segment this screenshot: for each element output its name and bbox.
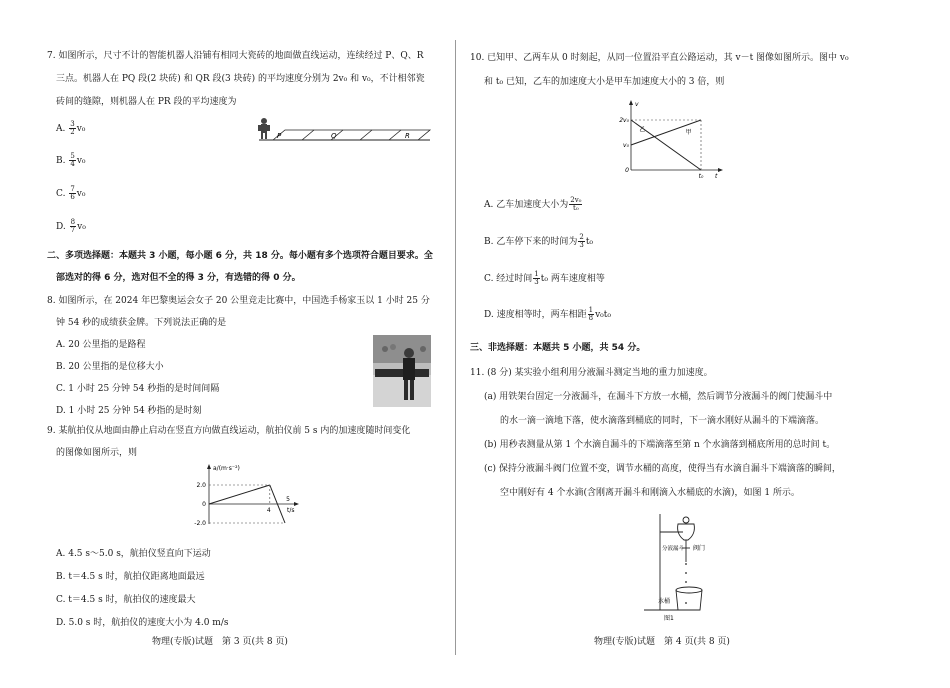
y-tick-label: 2v₀ xyxy=(619,117,629,124)
graph-segment xyxy=(209,485,270,504)
frac-den: 8 xyxy=(588,314,594,322)
frac-den: 3 xyxy=(534,278,539,286)
q7-line-1: 7. 如图所示，尺寸不计的智能机器人沿铺有相同大瓷砖的地面做直线运动，连续经过 P、Q、R xyxy=(47,51,424,61)
y-axis-label: a/(m·s⁻²) xyxy=(213,465,240,472)
series-label-yi: 乙 xyxy=(639,126,646,134)
q11-line-1: 11. (8 分) 某实验小组利用分液漏斗测定当地的重力加速度。 xyxy=(470,368,713,378)
option-tail: v₀ xyxy=(76,156,86,166)
funnel-label: 分液漏斗 xyxy=(662,546,685,552)
frac-num: 7 xyxy=(70,185,75,193)
option-label: D. xyxy=(56,222,66,232)
frac-den: 4 xyxy=(70,160,75,168)
q9-option-a[interactable]: A. 4.5 s～5.0 s，航拍仪竖直向下运动 xyxy=(56,549,211,559)
x-axis-arrow xyxy=(294,502,299,506)
option-text: C. 经过时间 xyxy=(484,274,533,284)
frac-den: 7 xyxy=(70,226,76,234)
option-text: A. 乙车加速度大小为 xyxy=(484,200,569,210)
q11-step-a-2: 的水一滴一滴地下落，使水滴落到桶底的同时，下一滴水刚好从漏斗的下端滴落。 xyxy=(500,416,825,426)
x-tick-label: 4 xyxy=(266,507,271,514)
frac-den: 6 xyxy=(70,193,75,201)
q8-line-2: 钟 54 秒的成绩获金牌。下列说法正确的是 xyxy=(56,318,227,328)
q9-line-2: 的图像如图所示，则 xyxy=(56,448,138,458)
option-label: C. xyxy=(56,189,66,199)
q7-option-a[interactable] xyxy=(56,121,85,136)
y-tick-label: 2.0 xyxy=(196,482,206,489)
x-tick-label: t₀ xyxy=(698,173,704,180)
velocity-time-graph xyxy=(617,98,727,178)
q8-option-a[interactable]: A. 20 公里指的是路程 xyxy=(56,340,146,350)
y-tick-label: 0 xyxy=(625,167,629,174)
column-divider xyxy=(455,40,456,655)
bucket-rim xyxy=(676,587,702,593)
label-Q: Q xyxy=(331,132,337,140)
frac-num: 2v₀ xyxy=(570,196,582,204)
q11-step-b: (b) 用秒表测量从第 1 个水滴自漏斗的下端滴落至第 n 个水滴落到桶底所用的总时间 t。 xyxy=(484,440,836,450)
q10-option-a[interactable] xyxy=(484,197,583,212)
option-tail: v₀t₀ xyxy=(595,310,612,320)
section-2-line-2: 部选对的得 6 分，选对但不全的得 3 分，有选错的得 0 分。 xyxy=(56,273,301,283)
y-tick-label: 0 xyxy=(202,501,206,508)
y-axis-label: v xyxy=(635,101,639,108)
option-text: D. 速度相等时，两车相距 xyxy=(484,310,587,320)
valve-label: 阀门 xyxy=(693,545,706,552)
option-label: A. xyxy=(56,124,66,134)
section-2-line-1: 二、多项选择题：本题共 3 小题，每小题 6 分，共 18 分。每小题有多个选项符合题目要求。全 xyxy=(47,251,433,261)
section-3-heading: 三、非选择题：本题共 5 小题，共 54 分。 xyxy=(470,343,646,353)
q11-step-a-1: (a) 用铁架台固定一分液漏斗，在漏斗下方放一水桶，然后调节分液漏斗的阀门使漏斗中 xyxy=(484,392,833,402)
q7-option-c[interactable] xyxy=(56,186,85,201)
q8-option-d[interactable]: D. 1 小时 25 分钟 54 秒指的是时刻 xyxy=(56,406,202,416)
x-axis-label: t/s xyxy=(287,507,295,514)
q11-step-c-1: (c) 保持分液漏斗阀门位置不变，调节水桶的高度，使得当有水滴自漏斗下端滴落的瞬间， xyxy=(484,464,841,474)
q7-option-b[interactable] xyxy=(56,153,86,168)
frac-num: 1 xyxy=(534,270,539,278)
option-tail: v₀ xyxy=(76,189,86,199)
series-label-jia: 甲 xyxy=(685,128,692,136)
water-drops xyxy=(685,563,687,604)
frac-num: 2 xyxy=(579,233,584,241)
q9-option-d[interactable]: D. 5.0 s 时，航拍仪的速度大小为 4.0 m/s xyxy=(56,618,229,628)
figure-caption: 图1 xyxy=(664,615,674,622)
y-axis-arrow xyxy=(207,464,211,469)
option-tail: v₀ xyxy=(76,124,86,134)
robot-icon xyxy=(258,118,270,139)
bucket-label: 水桶 xyxy=(658,598,671,605)
race-walker-photo xyxy=(373,335,431,407)
x-axis-label: t xyxy=(715,173,718,180)
q11-step-c-2: 空中刚好有 4 个水滴(含刚离开漏斗和刚滴入水桶底的水滴)，如图 1 所示。 xyxy=(500,488,800,498)
frac-den: 3 xyxy=(579,241,584,249)
q10-line-2: 和 t₀ 已知，乙车的加速度大小是甲车加速度大小的 3 倍，则 xyxy=(484,77,725,87)
frac-num: 8 xyxy=(70,218,76,226)
option-text: B. 乙车停下来的时间为 xyxy=(484,237,578,247)
frac-num: 1 xyxy=(588,306,594,314)
footer-right: 物理(专版)试题 第 4 页(共 8 页) xyxy=(594,637,730,647)
option-tail: t₀ xyxy=(585,237,594,247)
q8-line-1: 8. 如图所示，在 2024 年巴黎奥运会女子 20 公里竞走比赛中，中国选手杨家玉以 1 小时 25 分 xyxy=(47,296,430,306)
q10-option-d[interactable] xyxy=(484,307,611,322)
frac-num: 5 xyxy=(70,152,75,160)
q9-option-c[interactable]: C. t＝4.5 s 时，航拍仪的速度最大 xyxy=(56,595,196,605)
q7-tile-figure xyxy=(255,115,435,147)
option-label: B. xyxy=(56,156,66,166)
q10-option-c[interactable] xyxy=(484,271,605,286)
y-axis-arrow xyxy=(629,100,633,105)
funnel-stopper xyxy=(683,517,689,523)
footer-left: 物理(专版)试题 第 3 页(共 8 页) xyxy=(152,637,288,647)
option-tail: v₀ xyxy=(77,222,86,232)
q10-option-b[interactable] xyxy=(484,234,593,249)
label-P: P xyxy=(277,132,282,140)
frac-den: t₀ xyxy=(573,204,579,212)
y-tick-label: v₀ xyxy=(623,142,629,149)
q7-line-2: 三点。机器人在 PQ 段(2 块砖) 和 QR 段(3 块砖) 的平均速度分别为 2v₀ 和 v₀，不计相邻瓷 xyxy=(56,74,425,84)
frac-den: 2 xyxy=(70,128,75,136)
q8-option-b[interactable]: B. 20 公里指的是位移大小 xyxy=(56,362,164,372)
y-tick-label: -2.0 xyxy=(194,520,206,527)
funnel-apparatus-figure xyxy=(638,510,718,622)
frac-num: 3 xyxy=(70,120,75,128)
q7-option-d[interactable] xyxy=(56,219,86,234)
q7-line-3: 砖间的缝隙，则机器人在 PR 段的平均速度为 xyxy=(56,97,237,107)
x-axis-arrow xyxy=(718,168,723,172)
q8-option-c[interactable]: C. 1 小时 25 分钟 54 秒指的是时间间隔 xyxy=(56,384,220,394)
q10-line-1: 10. 已知甲、乙两车从 0 时刻起，从同一位置沿平直公路运动，其 v－t 图像如图所示。图中 v₀ xyxy=(470,53,849,63)
label-R: R xyxy=(405,132,410,140)
q9-line-1: 9. 某航拍仪从地面由静止启动在竖直方向做直线运动，航拍仪前 5 s 内的加速度随时间变化 xyxy=(47,426,411,436)
option-tail: t₀ 两车速度相等 xyxy=(540,274,605,284)
q9-option-b[interactable]: B. t＝4.5 s 时，航拍仪距离地面最远 xyxy=(56,572,205,582)
x-tick-label: 5 xyxy=(286,496,290,503)
acceleration-time-graph xyxy=(195,462,305,532)
